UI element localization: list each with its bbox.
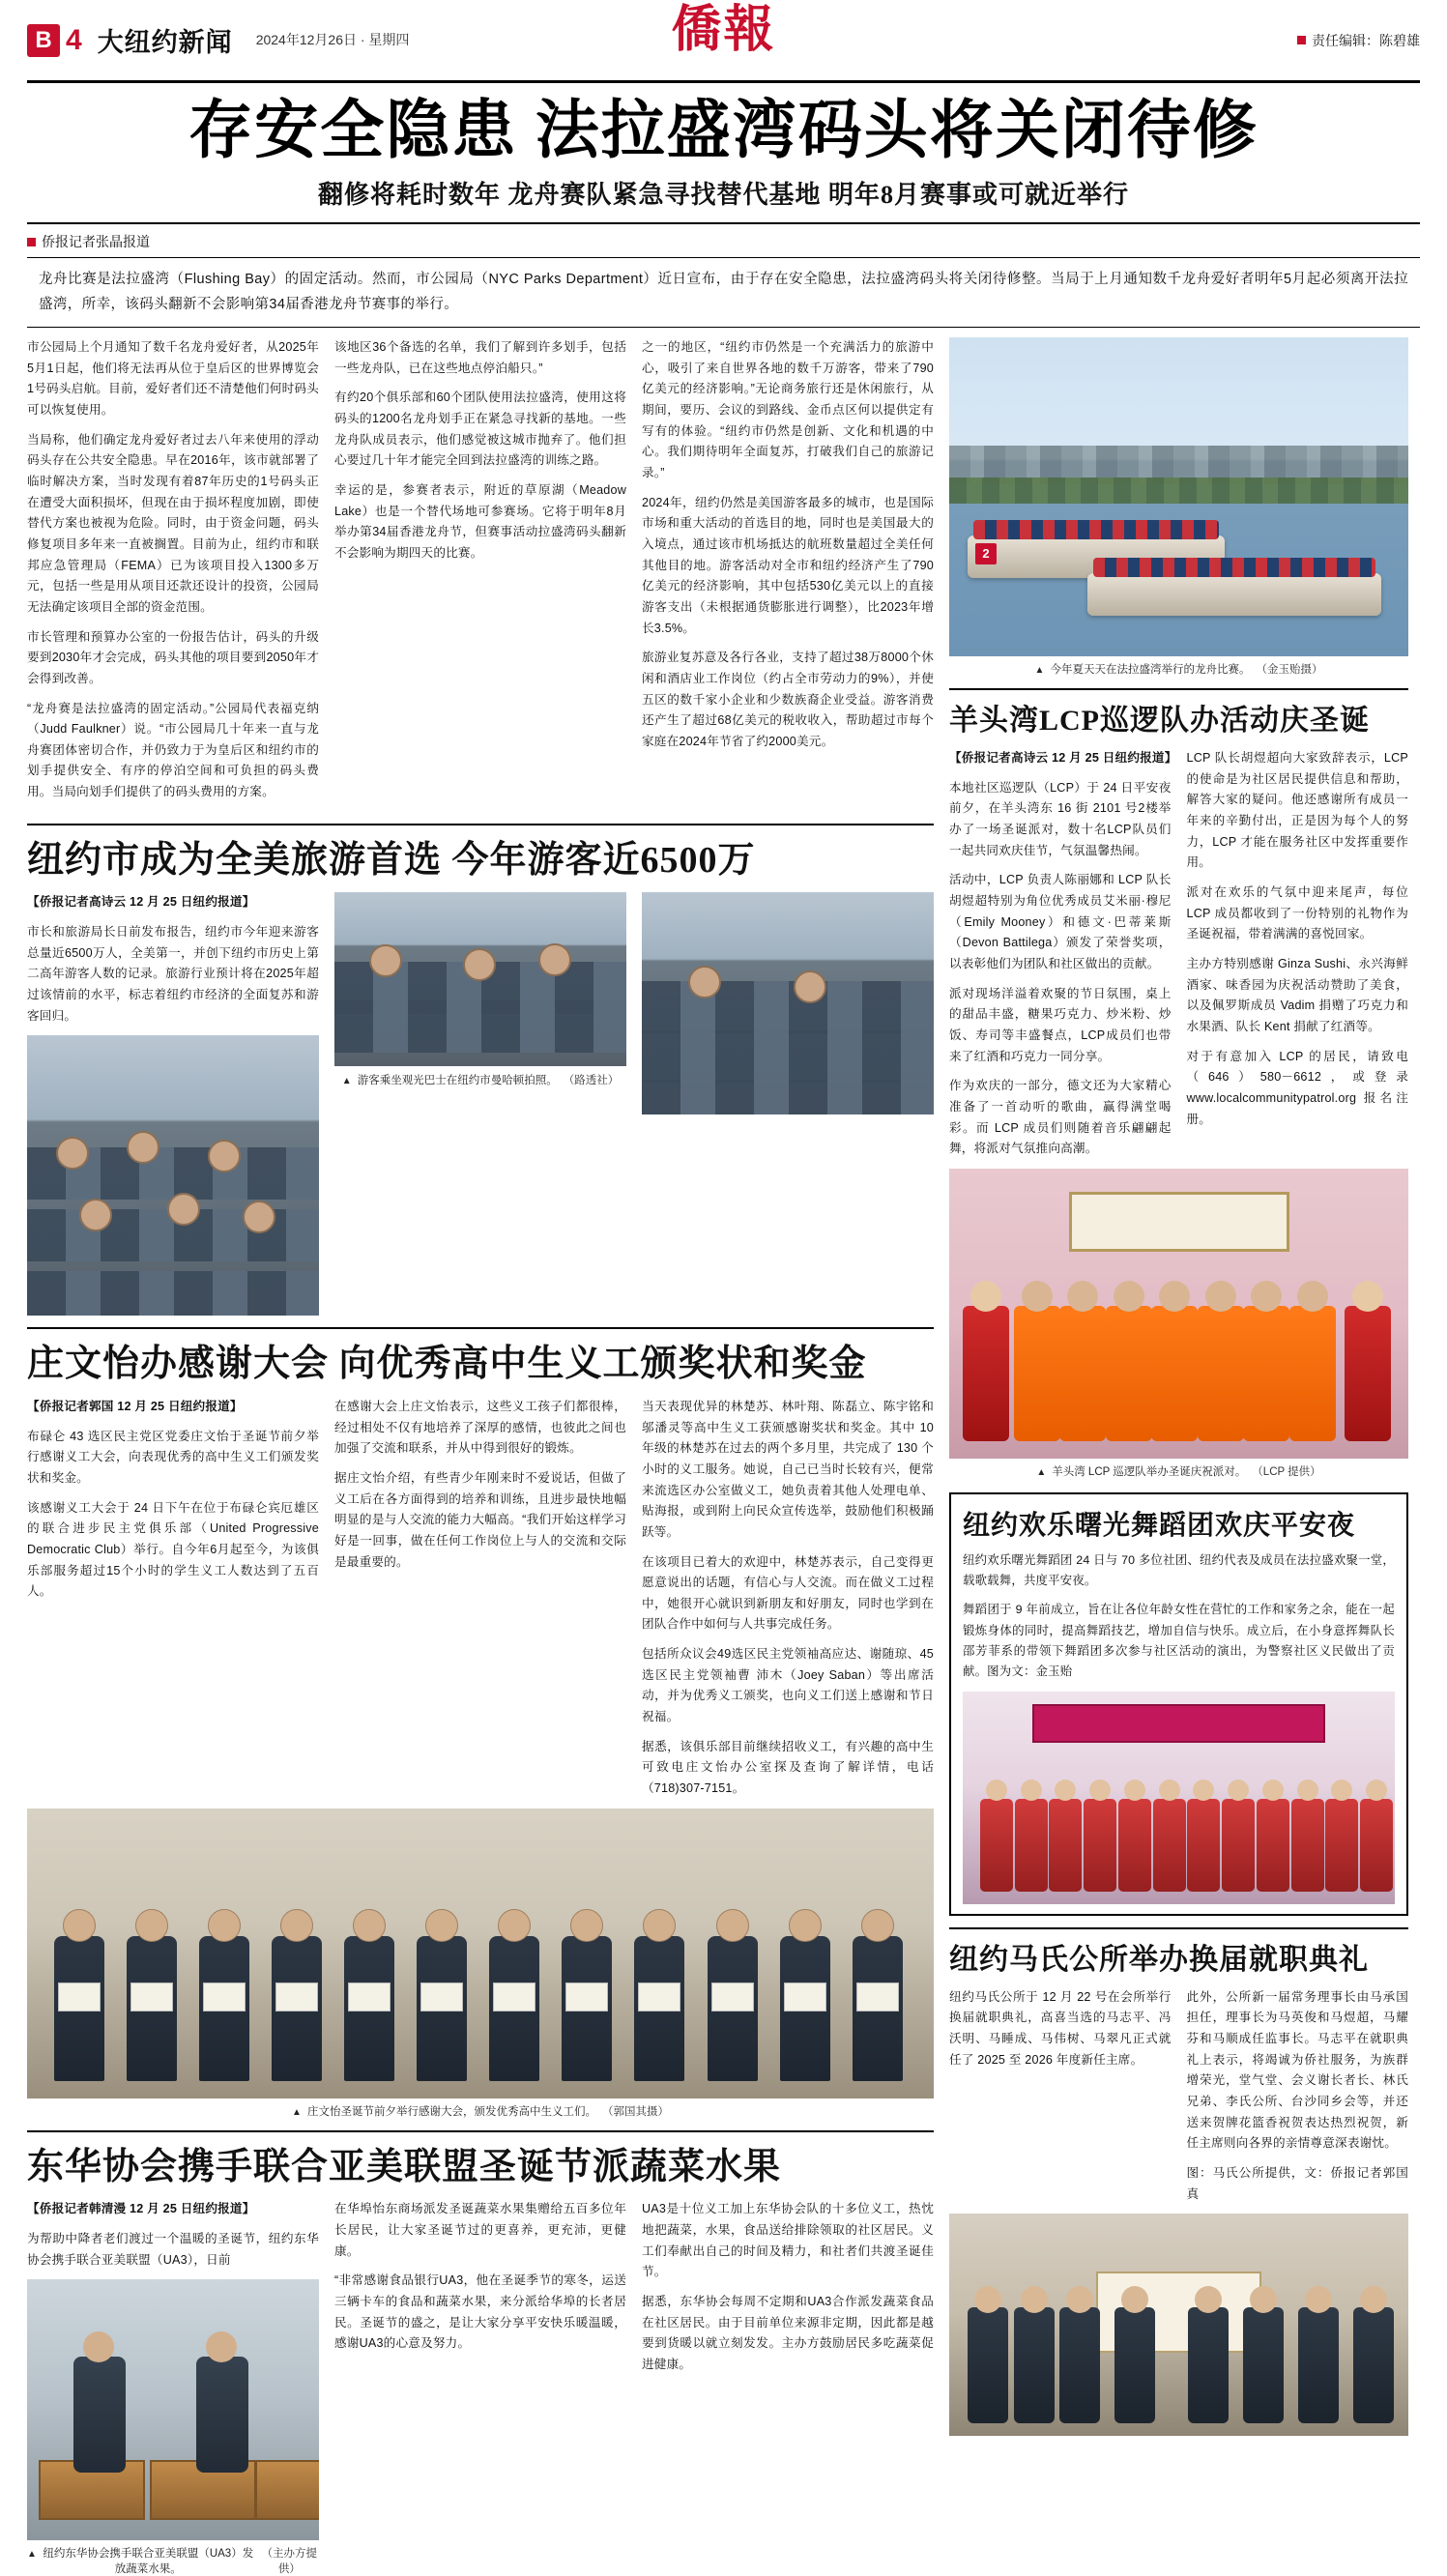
lcp-caption <box>949 1463 1408 1479</box>
story-column-2 <box>334 2199 626 2576</box>
logo-text: 僑報 <box>671 3 776 58</box>
bullet-square-icon <box>1297 36 1306 44</box>
section-name: 大纽约新闻 <box>97 28 233 57</box>
ma-photo <box>949 2214 1408 2436</box>
paragraph: 当天表现优异的林楚苏、林叶翔、陈磊立、陈宇铭和邬潘灵等高中生义工获颁感谢奖状和奖金。其中 10 年级的林楚苏在过去的两个多月里，共完成了 130 个小时的义工服务。她说，自己已当时长较有兴，便常来流选区办公室做义工，她负责着其他人处理电单、贴海报，或到附上向民众宣传选举，鼓励他们积极踊跃等。 <box>642 1399 934 1539</box>
story-column-3 <box>642 1397 934 1809</box>
story-dance <box>949 1492 1408 1916</box>
lcp-photo <box>949 1169 1408 1459</box>
lead-headline-block <box>27 83 1420 328</box>
divider <box>27 1327 934 1329</box>
paragraph: 对于有意加入 LCP 的居民，请致电（646）580－6612，或登录 www.localcommunitypatrol.org 报名注册。 <box>1186 1049 1408 1126</box>
caption-credit: （LCP 提供） <box>1252 1465 1321 1478</box>
divider <box>27 2130 934 2132</box>
caption-credit: （郭国其摄） <box>601 2105 669 2118</box>
story-ma <box>949 1987 1408 2214</box>
story-veg-title: 东华协会携手联合亚美联盟圣诞节派蔬菜水果 <box>27 2146 782 2187</box>
caption-text: 庄文怡圣诞节前夕举行感谢大会，颁发优秀高中生义工们。 <box>306 2105 596 2118</box>
story-column-2 <box>334 892 626 1316</box>
paragraph <box>949 748 1177 769</box>
story-column-2 <box>334 1397 626 1809</box>
paragraph: 主办方特别感谢 Ginza Sushi、永兴海鲜酒家、味香园为庆祝活动赞助了美食，以及佩罗斯成员 Vadim 捐赠了巧克力和水果酒、队长 Kent 捐献了红酒等。 <box>1186 956 1408 1033</box>
caption-text: 今年夏天天在法拉盛湾举行的龙舟比赛。 <box>1050 664 1251 677</box>
paragraph: 为帮助中降者老们渡过一个温暖的圣诞节，纽约东华协会携手联合亚美联盟（UA3），日前 <box>27 2231 319 2267</box>
volunteer-caption <box>27 2103 934 2119</box>
caption-credit: （主办方提供） <box>261 2548 318 2576</box>
paragraph: 舞蹈团于 9 年前成立，旨在让各位年龄女性在营忙的工作和家务之余，能在一起锻炼身体的同时，提高舞蹈技艺，增加自信与快乐。成立后，在小身意挥舞队长邵芳菲系的带领下舞蹈团多次参与社区活动的演出，为警察社区义民做出了贡献。图为文：金玉贻 <box>963 1603 1395 1679</box>
byline: 【侨报记者郭国 12 月 25 日纽约报道】 <box>27 1399 243 1413</box>
paragraph: 布碌仑 43 选区民主党区党委庄文怡于圣诞节前夕举行感谢义工大会，向表现优秀的高中生义工们颁发奖状和奖金。 <box>27 1429 319 1485</box>
paragraph: 在该项目已着大的欢迎中，林楚苏表示，自己变得更愿意说出的话题，有信心与人交流。而在做义工过程中，她很开心就识到新朋友和好朋友，同时也学到在团队合作中如何与人共事完成任务。 <box>642 1554 934 1632</box>
triangle-icon: ▲ <box>1036 1466 1047 1478</box>
paragraph: 本地社区巡逻队（LCP）于 24 日平安夜前夕，在羊头湾东 16 街 2101 号2楼举办了一场圣诞派对，数十名LCP队员们一起共同欢庆佳节，气氛温馨热闹。 <box>949 780 1172 857</box>
story-column-1 <box>27 2199 319 2576</box>
story-column-1 <box>27 1397 319 1809</box>
story-column-1 <box>27 892 319 1316</box>
paragraph: 市长管理和预算办公室的一份报告估计，码头的升级要到2030年才会完成，码头其他的项目要到2050年才会得到改善。 <box>27 629 319 685</box>
lead-byline <box>27 232 1420 251</box>
story-lcp-title: 羊头湾LCP巡逻队办活动庆圣诞 <box>949 705 1370 738</box>
paragraph: 该地区36个备选的名单，我们了解到许多划手，包括一些龙舟队，已在这些地点停泊船只。” <box>334 340 626 375</box>
veg-caption <box>27 2545 319 2576</box>
editor-credit <box>1297 31 1420 50</box>
paragraph: 当局称，他们确定龙舟爱好者过去八年来使用的浮动码头存在公共安全隐患。早在2016年，该市就部署了临时解决方案，当时发现有着87年历史的1号码头正在遭受大面积损坏，但现在由于损坏程度加剧，即使替代方案也被视为危险。同时，由于资金问题，码头修复项目多年来一直被搁置。目前为止，纽约市和联邦应急管理局（FEMA）已为该项目投入1300多万元，包括一些是用从项目还款还设计的投资，公园局无法确定该项目全部的资金范围。 <box>27 432 319 614</box>
paragraph: 该感谢义工大会于 24 日下午在位于布碌仑宾厄雄区的联合进步民主党俱乐部（United Progressive Democratic Club）举行。自今年6月起至今，为该俱乐部服务超过15个小时的学生义工人数达到了五百人。 <box>27 1500 319 1599</box>
byline: 【侨报记者高诗云 12 月 25 日纽约报道】 <box>27 895 255 910</box>
story-flushing-bay <box>27 337 934 812</box>
section-badge: B <box>27 24 60 57</box>
volunteer-photo <box>27 1809 934 2098</box>
story-column-2 <box>1187 748 1409 1169</box>
paragraph <box>27 892 319 913</box>
triangle-icon: ▲ <box>1034 665 1045 677</box>
paragraph: “非常感谢食品银行UA3，他在圣诞季节的寒冬，运送三辆卡车的食品和蔬菜水果，来分派给华埠的长者居民。圣诞节的盛之，是让大家分享平安快乐暖温暖，感谢UA3的心意及努力。 <box>334 2273 626 2351</box>
right-region <box>949 337 1408 2576</box>
paragraph: 在感谢大会上庄文怡表示，这些义工孩子们都很棒，经过相处不仅有地培养了深厚的感情，也彼此之间也加强了交流和联系，并从中得到很好的锻炼。 <box>334 1399 626 1456</box>
story-veg <box>27 2199 934 2576</box>
story-column-1 <box>949 1987 1172 2214</box>
veg-photo <box>27 2279 319 2540</box>
bullet-square-icon <box>27 238 36 246</box>
divider <box>949 688 1408 690</box>
page-subtitle: 翻修将耗时数年 龙舟赛队紧急寻找替代基地 明年8月赛事或可就近举行 <box>317 181 1129 210</box>
masthead <box>27 0 1420 83</box>
story-tourism <box>27 892 934 1316</box>
story-column-3 <box>642 892 934 1316</box>
caption-credit: （金玉贻摄） <box>1256 664 1323 677</box>
tourism-caption <box>334 1072 626 1087</box>
main-grid <box>27 337 1420 2576</box>
caption-text: 纽约东华协会携手联合亚美联盟（UA3）发放蔬菜水果。 <box>43 2548 254 2576</box>
paragraph: 市长和旅游局长日前发布报告，纽约市今年迎来游客总量近6500万人，全美第一，并创下纽约市历史上第二高年游客人数的记录。旅游行业预计将在2025年超过该情前的水平，标志着纽约市经济的全面复苏和游客回归。 <box>27 925 319 1023</box>
divider <box>27 824 934 825</box>
story-column-1 <box>949 748 1177 1169</box>
paragraph: 包括所众议会49选区民主党领袖高应达、谢随琼、45 选区民主党领袖曹 沛木（Joey Saban）等出席活动，并为优秀义工颁奖，也向义工们送上感谢和节日祝福。 <box>642 1647 934 1724</box>
story-column-1 <box>27 337 319 812</box>
paragraph: 图：马氏公所提供，文：侨报记者郭国真 <box>1186 2166 1408 2201</box>
paragraph: 作为欢庆的一部分，德文还为大家精心准备了一首动听的歌曲，赢得满堂喝彩。而 LCP 成员们则随着音乐翩翩起舞，将派对气氛推向高潮。 <box>949 1079 1172 1156</box>
paragraph: 有约20个俱乐部和60个团队使用法拉盛湾，使用这将码头的1200名龙舟划手正在紧急寻找新的基地。一些龙舟队成员表示，他们感觉被这城市抛弃了。他们担心要过几十年才能完全回到法拉盛湾的训练之路。 <box>334 391 626 468</box>
paragraph: UA3是十位义工加上东华协会队的十多位义工，热忱地把蔬菜，水果，食品送给排除领取的社区居民。义工们奉献出自己的时间及精力，和社者们共渡圣诞佳节。 <box>642 2202 934 2279</box>
paragraph: 市公园局上个月通知了数千名龙舟爱好者，从2025年5月1日起，他们将无法再从位于皇后区的世界博览会1号码头启航。目前，爱好者们还不清楚他们何时码头可以恢复使用。 <box>27 340 319 417</box>
tourism-photo-b <box>334 892 626 1066</box>
paragraph <box>27 1397 319 1418</box>
story-column-2 <box>334 337 626 812</box>
paragraph: 派对在欢乐的气氛中迎来尾声，每位 LCP 成员都收到了一份特别的礼物作为圣诞祝福，带着满满的喜悦回家。 <box>1186 884 1408 941</box>
story-column-3 <box>642 2199 934 2576</box>
tourism-photo <box>27 1035 319 1316</box>
triangle-icon: ▲ <box>341 1076 352 1087</box>
tourism-photo-c <box>642 892 934 1114</box>
lead-byline-text: 侨报记者张晶报道 <box>42 234 150 250</box>
paragraph: 纽约欢乐曙光舞蹈团 24 日与 70 多位社团、纽约代表及成员在法拉盛欢聚一堂，载歌载舞，共度平安夜。 <box>963 1552 1395 1588</box>
paragraph: 之一的地区，“纽约市仍然是一个充满活力的旅游中心，吸引了来自世界各地的数千万游客，带来了790亿美元的经济影响。”无论商务旅行还是休闲旅行，从期间，要历、会议的到路线、金币点区何以提供定有写有的体验。“纽约市仍然是创新、文化和机遇的中心。我们期待明年全面复苏，打破我们自己的旅游记录。” <box>642 340 934 479</box>
story-ma-title: 纽约马氏公所举办换届就职典礼 <box>949 1943 1369 1976</box>
divider <box>27 222 1420 224</box>
issue-date: 2024年12月26日 · 星期四 <box>255 31 410 47</box>
caption-text: 游客乘坐观光巴士在纽约市曼哈顿拍照。 <box>357 1075 558 1087</box>
paragraph: 幸运的是，参赛者表示，附近的草原湖（Meadow Lake）也是一个替代场地可参赛场。它将于明年8月举办第34届香港龙舟节，但赛事活动拉盛湾码头翻新不会影响为期四天的比赛。 <box>334 482 626 560</box>
paragraph: 据悉，该俱乐部目前继续招收义工，有兴趣的高中生可致电庄文怡办公室探及查询了解详情，电话（718)307-7151。 <box>642 1739 934 1796</box>
byline: 【侨报记者高诗云 12 月 25 日纽约报道】 <box>949 751 1177 766</box>
byline: 【侨报记者韩清漫 12 月 25 日纽约报道】 <box>27 2202 255 2216</box>
caption-credit: （路透社） <box>563 1075 620 1087</box>
dance-photo <box>963 1692 1395 1904</box>
story-volunteer <box>27 1397 934 1809</box>
caption-text: 羊头湾 LCP 巡逻队举办圣诞庆祝派对。 <box>1052 1465 1247 1478</box>
paragraph: “龙舟赛是法拉盛湾的固定活动。”公园局代表福克纳（Judd Faulkner）说。“市公园局几十年来一直与龙舟赛团体密切合作，并仍致力于为皇后区和纽约市的划手提供安全、有序的停泊空间和可负担的码头费用。当局向划手们提供了的码头费用的方案。 <box>27 701 319 799</box>
paragraph <box>27 2199 319 2220</box>
paragraph: 此外，公所新一届常务理事长由马承国担任，理事长为马英俊和马煜超，马耀芬和马顺成任监事长。马志平在就职典礼上表示，将竭诚为侨社服务，为族群增荣光，堂气堂、会义谢长者长、林氏兄弟、李氏公所、台沙同乡会等，并还送来贺牌花篮香祝贺表达热烈祝贺，新任主席则向各界的亲情尊意深表谢忱。 <box>1186 1989 1408 2151</box>
paragraph: 2024年，纽约仍然是美国游客最多的城市，也是国际市场和重大活动的首选目的地，同时也是美国最大的入境点，通过该市机场抵达的航班数量超过全美任何其他目的地。游客活动对全市和纽约经济产生了790亿美元的经济影响，其中包括530亿美元以上的直接游客支出（未根据通货膨胀进行调整），比2023年增长3.5%。 <box>642 495 934 635</box>
story-column-3 <box>642 337 934 812</box>
lead-summary: 龙舟比赛是法拉盛湾（Flushing Bay）的固定活动。然而，市公园局（NYC Parks Department）近日宣布，由于存在安全隐患，法拉盛湾码头将关闭待修整。当局于上月通知数千龙舟爱好者明年5月起必须离开法拉盛湾，所幸，该码头翻新不会影响第34届香港龙舟节赛事的举行。 <box>27 257 1420 328</box>
dragonboat-caption <box>949 661 1408 677</box>
story-tourism-title: 纽约市成为全美旅游首选 今年游客近6500万 <box>27 839 756 881</box>
paragraph: 旅游业复苏意及各行各业，支持了超过38万8000个休闲和酒店业工作岗位（约占全市劳动力的9%），并使五区的数千家小企业和少数族裔企业受益。游客消费还产生了超过68亿美元的税收收入，帮助超过市每个家庭在2024年节省了约2000美元。 <box>642 651 934 748</box>
paragraph: 在华埠怡东商场派发圣诞蔬菜水果集赠给五百多位年长居民，让大家圣诞节过的更喜养，更充沛，更健康。 <box>334 2202 626 2258</box>
triangle-icon: ▲ <box>27 2549 37 2561</box>
story-column-2 <box>1187 1987 1409 2214</box>
paragraph: 据悉，东华协会每周不定期和UA3合作派发蔬菜食品在社区居民。由于目前单位来源非定期，因此都是越要到货暖以就立刻发发。主办方鼓励居民多吃蔬菜促进健康。 <box>642 2294 934 2371</box>
paragraph: 活动中，LCP 负责人陈丽娜和 LCP 队长胡煜超特别为角位优秀成员艾米丽·穆尼（Emily Mooney）和德文·巴蒂莱斯（Devon Battilega）颁发了荣誉奖项，以表彰他们为团队和社区做出的贡献。 <box>949 873 1172 970</box>
left-region <box>27 337 934 2576</box>
divider <box>949 1927 1408 1929</box>
masthead-left <box>27 21 409 59</box>
newspaper-logo <box>671 3 776 58</box>
paragraph: 派对现场洋溢着欢聚的节日氛围，桌上的甜品丰盛，糖果巧克力、炒米粉、炒饭、寿司等丰盛餐点，LCP成员们也带来了红酒和巧克力一同分享。 <box>949 986 1172 1063</box>
dragonboat-photo: 2 <box>949 337 1408 656</box>
page-title: 存安全隐患 法拉盛湾码头将关闭待修 <box>188 96 1259 166</box>
story-volunteer-title: 庄文怡办感谢大会 向优秀高中生义工颁奖状和奖金 <box>27 1344 867 1385</box>
paragraph: 纽约马氏公所于 12 月 22 号在会所举行换届就职典礼，高喜当选的马志平、冯沃明、马睡成、马伟树、马翠凡正式就任了 2025 至 2026 年度新任主席。 <box>949 1989 1172 2067</box>
page-number: 4 <box>66 23 82 56</box>
paragraph: 据庄文怡介绍，有些青少年刚来时不爱说话，但做了义工后在各方面得到的培养和训练，且进步最快地幅明显的是与人交流的能力大幅高。“我们开始这样学习好是一回事，做在任何工作岗位上与人的交流和交际是最重要的。 <box>334 1470 626 1569</box>
paragraph: LCP 队长胡煜超向大家致辞表示，LCP 的使命是为社区居民提供信息和帮助，解答大家的疑问。他还感谢所有成员一年来的辛勤付出，正是因为每个人的努力，LCP 才能在服务社区中发挥重要作用。 <box>1186 751 1408 870</box>
editor-label: 责任编辑：陈碧雄 <box>1312 32 1420 48</box>
story-lcp <box>949 748 1408 1169</box>
story-dance-title: 纽约欢乐曙光舞蹈团欢庆平安夜 <box>963 1510 1356 1541</box>
triangle-icon: ▲ <box>292 2106 302 2118</box>
